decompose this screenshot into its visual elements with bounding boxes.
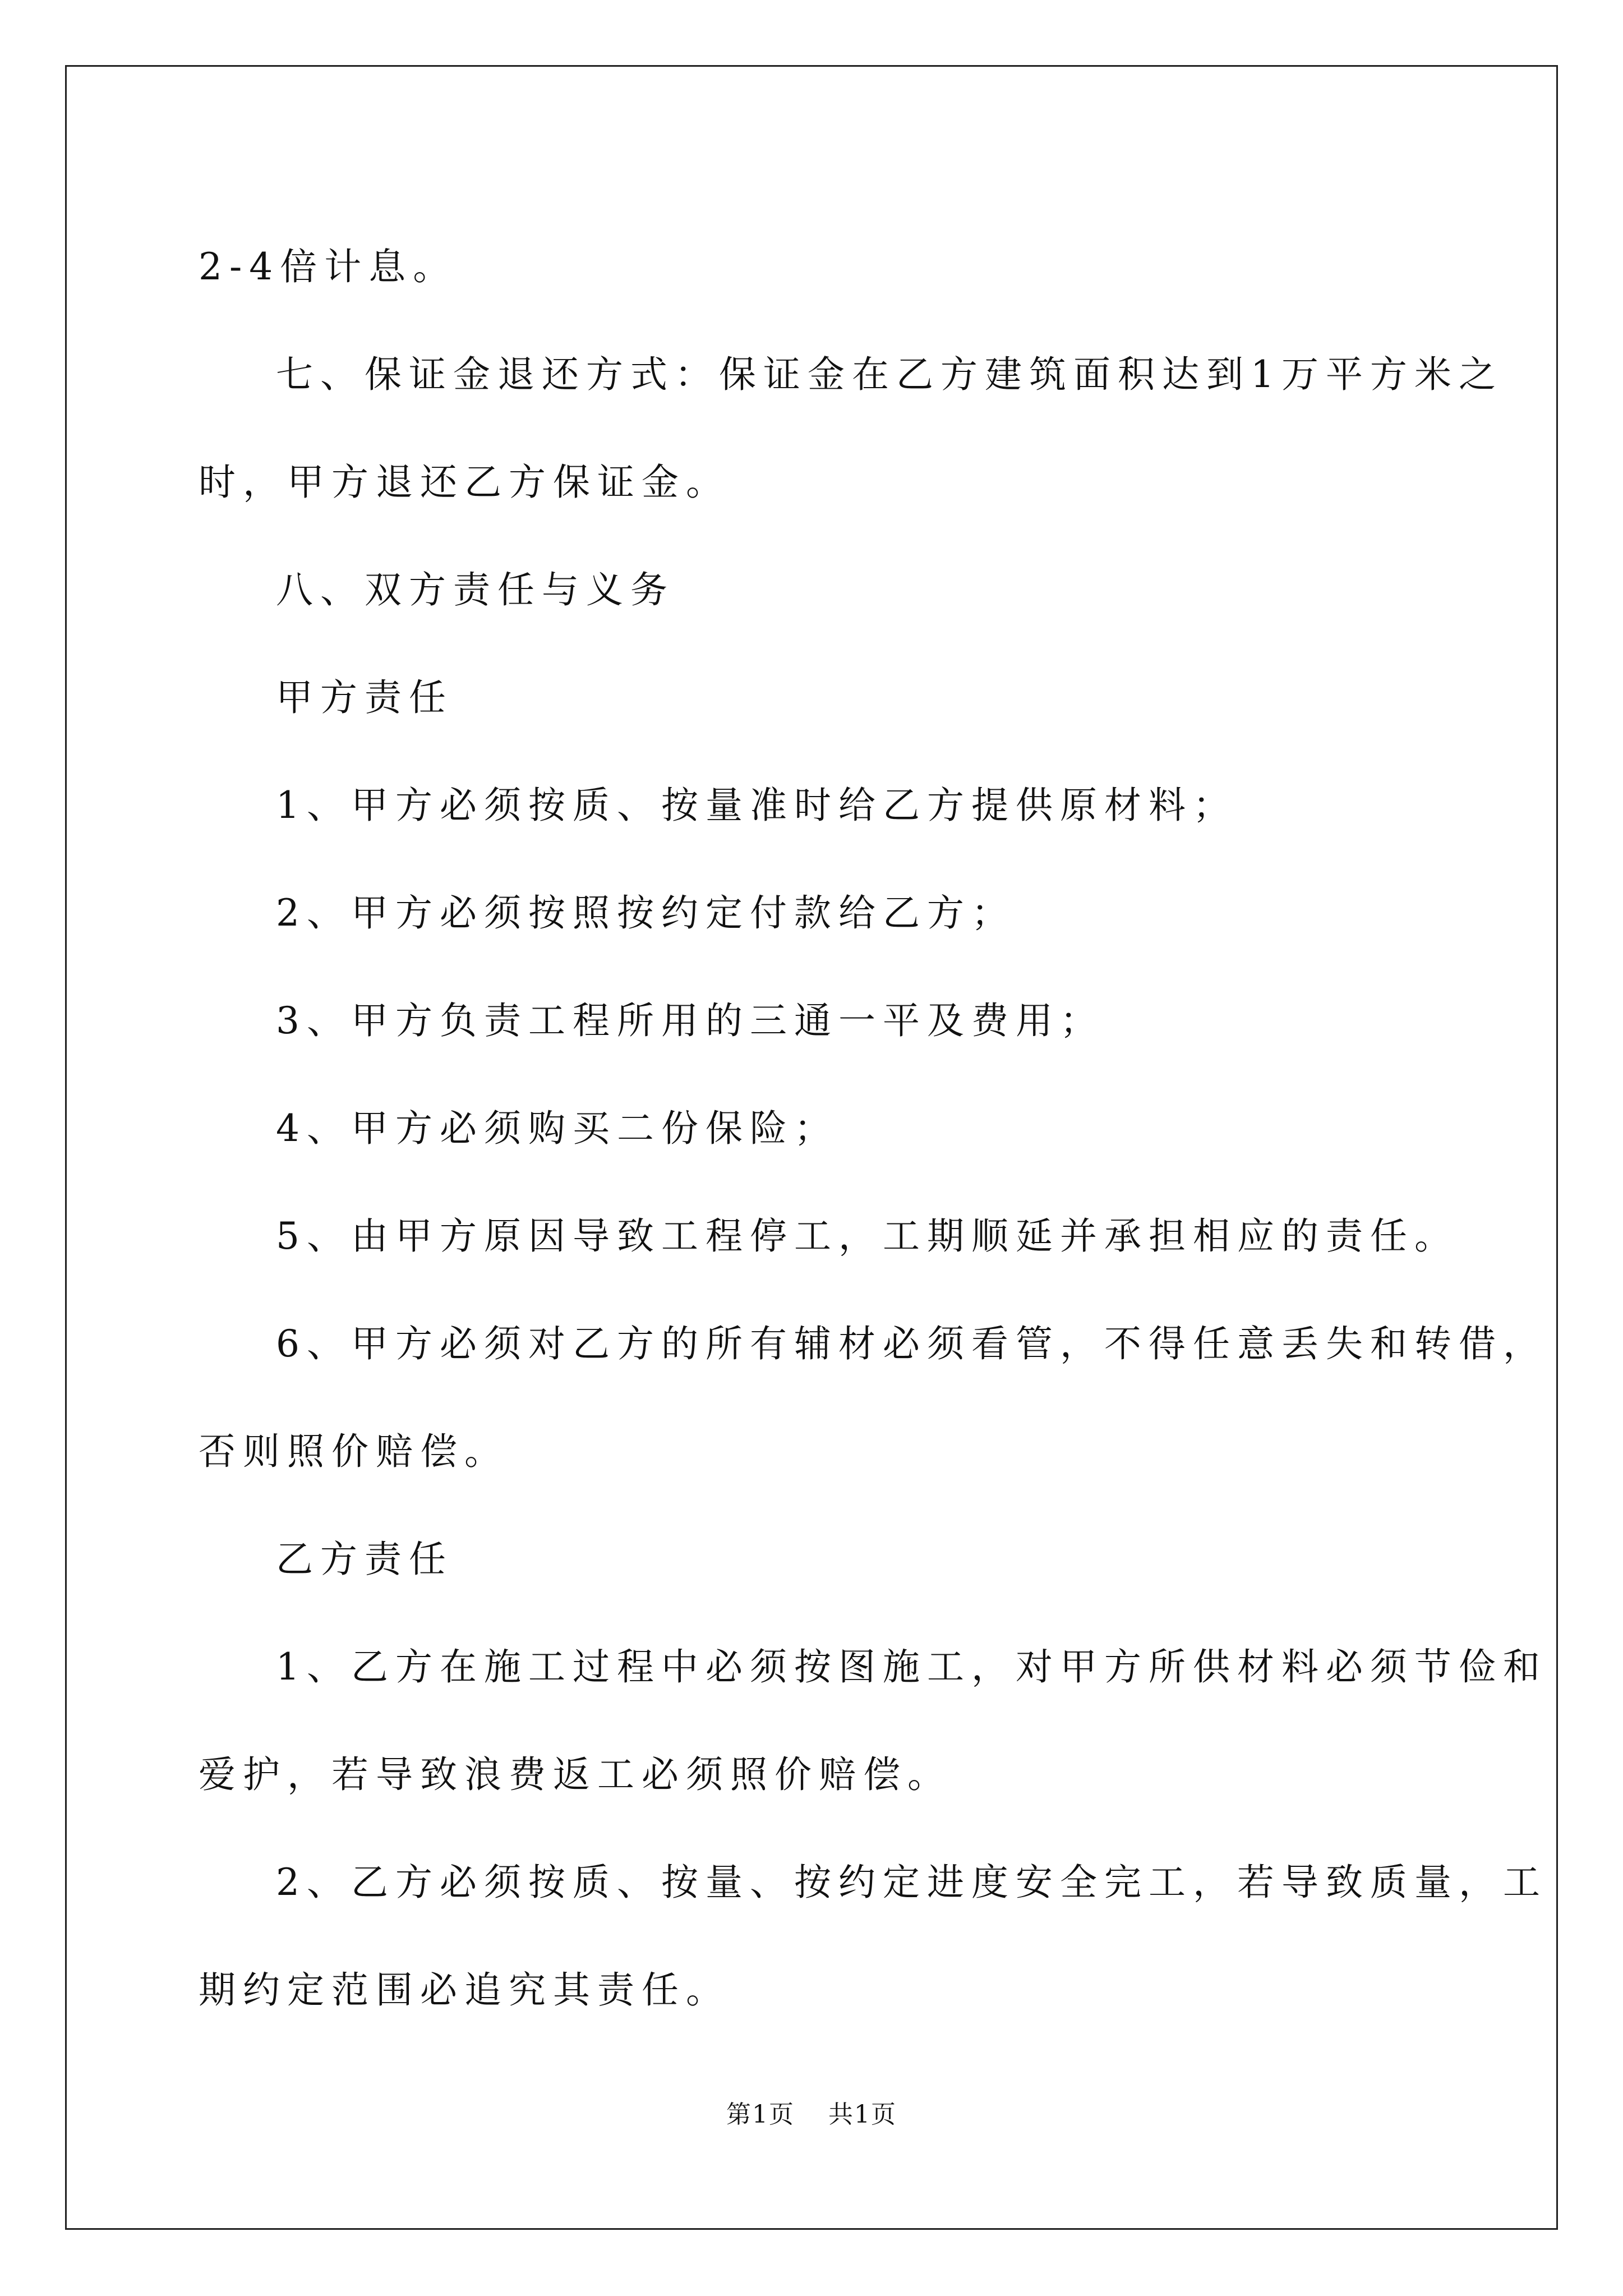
party-a-item-1: 1、甲方必须按质、按量准时给乙方提供原材料； bbox=[276, 784, 1237, 827]
page-number: 第1页 bbox=[726, 2100, 795, 2129]
party-a-item-6-continued: 否则照价赔偿。 bbox=[199, 1430, 509, 1473]
page-total: 共1页 bbox=[828, 2100, 897, 2129]
party-a-item-3: 3、甲方负责工程所用的三通一平及费用； bbox=[276, 999, 1104, 1042]
document-body bbox=[199, 213, 1547, 2044]
text-line-2: 七、保证金退还方式：保证金在乙方建筑面积达到1万平方米之 bbox=[276, 353, 1503, 396]
page-footer bbox=[0, 2098, 1623, 2132]
party-b-item-1-continued: 爱护，若导致浪费返工必须照价赔偿。 bbox=[199, 1753, 952, 1796]
party-b-item-1: 1、乙方在施工过程中必须按图施工，对甲方所供材料必须节俭和 bbox=[276, 1645, 1547, 1688]
text-line-3: 时，甲方退还乙方保证金。 bbox=[199, 461, 730, 504]
subheading-party-a: 甲方责任 bbox=[276, 676, 453, 719]
party-a-item-2: 2、甲方必须按照按约定付款给乙方； bbox=[276, 891, 1016, 935]
subheading-party-b: 乙方责任 bbox=[276, 1538, 453, 1581]
party-b-item-2-continued: 期约定范围必追究其责任。 bbox=[199, 1968, 730, 2012]
party-a-item-5: 5、由甲方原因导致工程停工，工期顺延并承担相应的责任。 bbox=[276, 1214, 1459, 1258]
party-a-item-6: 6、甲方必须对乙方的所有辅材必须看管，不得任意丢失和转借， bbox=[276, 1322, 1547, 1365]
section-heading-8: 八、双方责任与义务 bbox=[276, 568, 675, 611]
text-line-1: 2-4倍计息。 bbox=[199, 245, 458, 288]
party-b-item-2: 2、乙方必须按质、按量、按约定进度安全完工，若导致质量，工 bbox=[276, 1861, 1547, 1904]
party-a-item-4: 4、甲方必须购买二份保险； bbox=[276, 1107, 838, 1150]
